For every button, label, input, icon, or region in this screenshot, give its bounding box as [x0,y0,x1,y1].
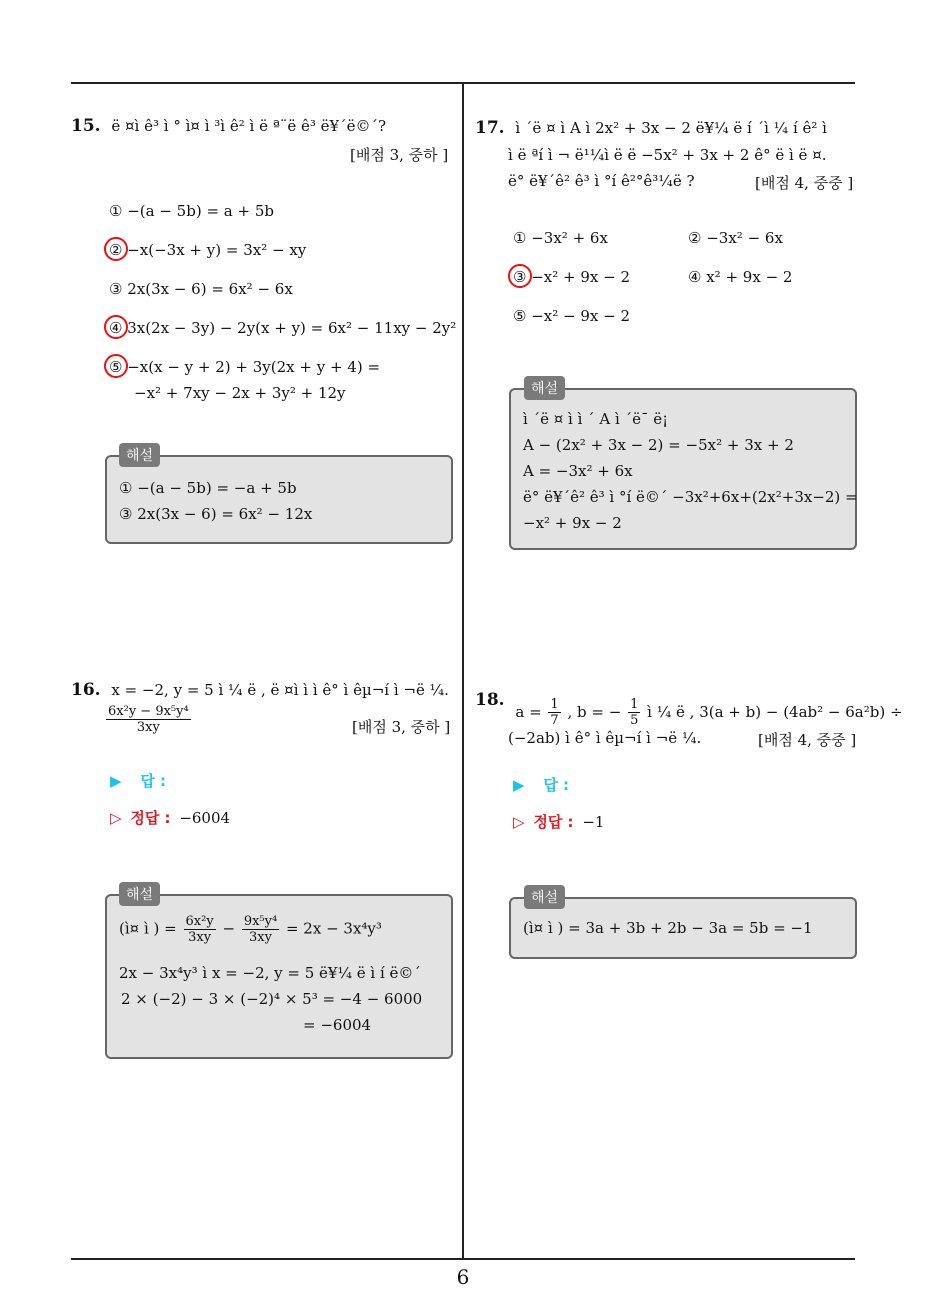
q18-number: 18. [475,689,505,710]
q18-score: [배점 4, 중중 ] [758,731,857,749]
q18-correct-arrow-icon: ▷ [513,813,525,831]
q17-solution-line-3: A = −3x² + 6x [523,462,633,480]
q16-answer-label: 답 : [140,772,167,790]
page-number: 6 [456,1265,470,1289]
q15-solution-tag: 해설 [119,443,160,467]
q17-solution-line-4: ë° ë¥´ê² ê³ ì °í ë©´ −3x²+6x+(2x²+3x−2) = [523,488,858,506]
q17-solution-line-5: −x² + 9x − 2 [523,514,622,532]
q18-answer-label: 답 : [543,776,570,794]
q16-solution-lhs: (ì¤ ì ) = [119,919,177,938]
q18-solution-line-1: (ì¤ ì ) = 3a + 3b + 2b − 3a = 5b = −1 [523,919,813,937]
q16-solution-fraction-1 [184,914,216,945]
q15-stem-line [71,116,386,136]
q18-solution-tag: 해설 [524,885,565,909]
q16-solution-box [105,894,453,1059]
q15-solution-line-2: ③ 2x(3x − 6) = 6x² − 12x [119,505,313,523]
q18-stem-line-1 [475,685,903,728]
q16-solution-fraction-2-num: 9x⁵y⁴ [243,914,278,929]
q18-b-fraction-den: 5 [630,713,639,728]
q16-stem: x = −2, y = 5 ì ¼ ë , ë ¤ì ì ì ê° ì êµ¬í ì ¬ë ¼. [111,681,449,699]
q15-option-5: ⑤ −x(x − y + 2) + 3y(2x + y + 4) = [109,358,381,376]
q18-a-fraction-num: 1 [550,697,559,712]
q16-solution-line-3: 2 × (−2) − 3 × (−2)⁴ × 5³ = −4 − 6000 [121,990,423,1008]
q16-correct-row [110,807,230,828]
q15-option-4: ④ 3x(2x − 3y) − 2y(x + y) = 6x² − 11xy − 2y² [109,319,457,337]
q18-answer-arrow-icon: ▶ [513,776,525,794]
q18-b-fraction-num: 1 [630,697,639,712]
q16-correct-arrow-icon: ▷ [110,809,122,827]
q18-b-fraction [628,697,640,728]
q16-stem-line [71,680,449,700]
q16-solution-fraction-1-den: 3xy [188,930,212,945]
q16-answer-row [110,770,166,791]
q17-score: [배점 4, 중중 ] [755,174,854,192]
q15-solution-box [105,455,453,544]
q16-solution-rhs: = 2x − 3x⁴y³ [285,919,382,938]
q16-number: 16. [71,680,101,700]
q17-solution-line-2: A − (2x² + 3x − 2) = −5x² + 3x + 2 [523,436,794,454]
q16-solution-line-2: 2x − 3x⁴y³ ì x = −2, y = 5 ë¥¼ ë ì í ë©´ [119,964,421,982]
q18-correct-value: −1 [582,813,605,831]
q18-stem-rest: ì ¼ ë , 3(a + b) − (4ab² − 6a²b) ÷ [647,702,903,721]
q16-solution-fraction-1-num: 6x²y [185,914,214,929]
q16-correct-value: −6004 [179,809,231,827]
q15-score: [배점 3, 중하 ] [350,146,449,164]
q17-stem-line-3: ë° ë¥´ê² ê³ ì °í ê²°ê³¼ë ? [508,172,695,190]
q15-number: 15. [71,116,101,136]
q17-solution-tag: 해설 [524,376,565,400]
q16-expression [104,704,193,735]
q16-solution-fraction-2 [242,914,279,945]
q18-a-fraction-den: 7 [550,713,559,728]
q16-correct-label: 정답 : [130,809,171,827]
q15-option-5-continued: −x² + 7xy − 2x + 3y² + 12y [134,384,346,402]
q17-stem-1: ì ´ë ¤ ì A ì 2x² + 3x − 2 ë¥¼ ë í ´ì ¼ í ê² ì [515,119,827,137]
q17-solution-line-1: ì ´ë ¤ ì ì ´ A ì ´ë¯ ë¡ [523,410,669,428]
q16-solution-tag: 해설 [119,882,160,906]
q17-option-3: ③ −x² + 9x − 2 [513,268,631,286]
q17-stem-line-2: ì ë ªí ì ¬ ë¹¼ì ë ë −5x² + 3x + 2 ê° ë ì ë ¤. [508,146,827,164]
q17-option-1: ① −3x² + 6x [513,229,608,247]
q17-option-5: ⑤ −x² − 9x − 2 [513,307,631,325]
q16-solution-line-1 [119,914,382,945]
q18-correct-label: 정답 : [533,813,574,831]
q17-stem-line-1 [475,118,827,138]
q18-b-label: , b = − [567,702,622,721]
q16-score: [배점 3, 중하 ] [352,718,451,736]
q17-number: 17. [475,118,505,138]
q16-solution-fraction-2-den: 3xy [249,930,272,945]
q18-answer-row [513,774,569,795]
q18-a-label: a = [515,702,542,721]
q15-option-2: ② −x(−3x + y) = 3x² − xy [109,241,307,259]
column-divider [462,83,464,1259]
q17-solution-box [509,388,857,550]
q16-fraction-numerator: 6x²y − 9x⁵y⁴ [108,704,189,719]
q17-option-4: ④ x² + 9x − 2 [688,268,793,286]
q16-solution-minus: − [222,919,236,938]
q15-option-1: ① −(a − 5b) = a + 5b [109,202,274,220]
q16-fraction-denominator: 3xy [136,720,160,735]
q17-option-2: ② −3x² − 6x [688,229,783,247]
q18-correct-row [513,811,604,832]
bottom-rule [71,1258,855,1260]
q15-option-3: ③ 2x(3x − 6) = 6x² − 6x [109,280,293,298]
q18-a-fraction [548,697,560,728]
q16-answer-arrow-icon: ▶ [110,772,122,790]
q16-solution-line-4: = −6004 [303,1016,372,1034]
q18-stem-line-2: (−2ab) ì ê° ì êµ¬í ì ¬ë ¼. [508,729,702,747]
q16-fraction [106,704,191,735]
q15-solution-line-1: ① −(a − 5b) = −a + 5b [119,479,297,497]
q15-stem: ë ¤ì ê³ ì ° ì¤ ì ³ì ê² ì ë ª¨ë ê³ ë¥´ë©´? [111,117,386,135]
